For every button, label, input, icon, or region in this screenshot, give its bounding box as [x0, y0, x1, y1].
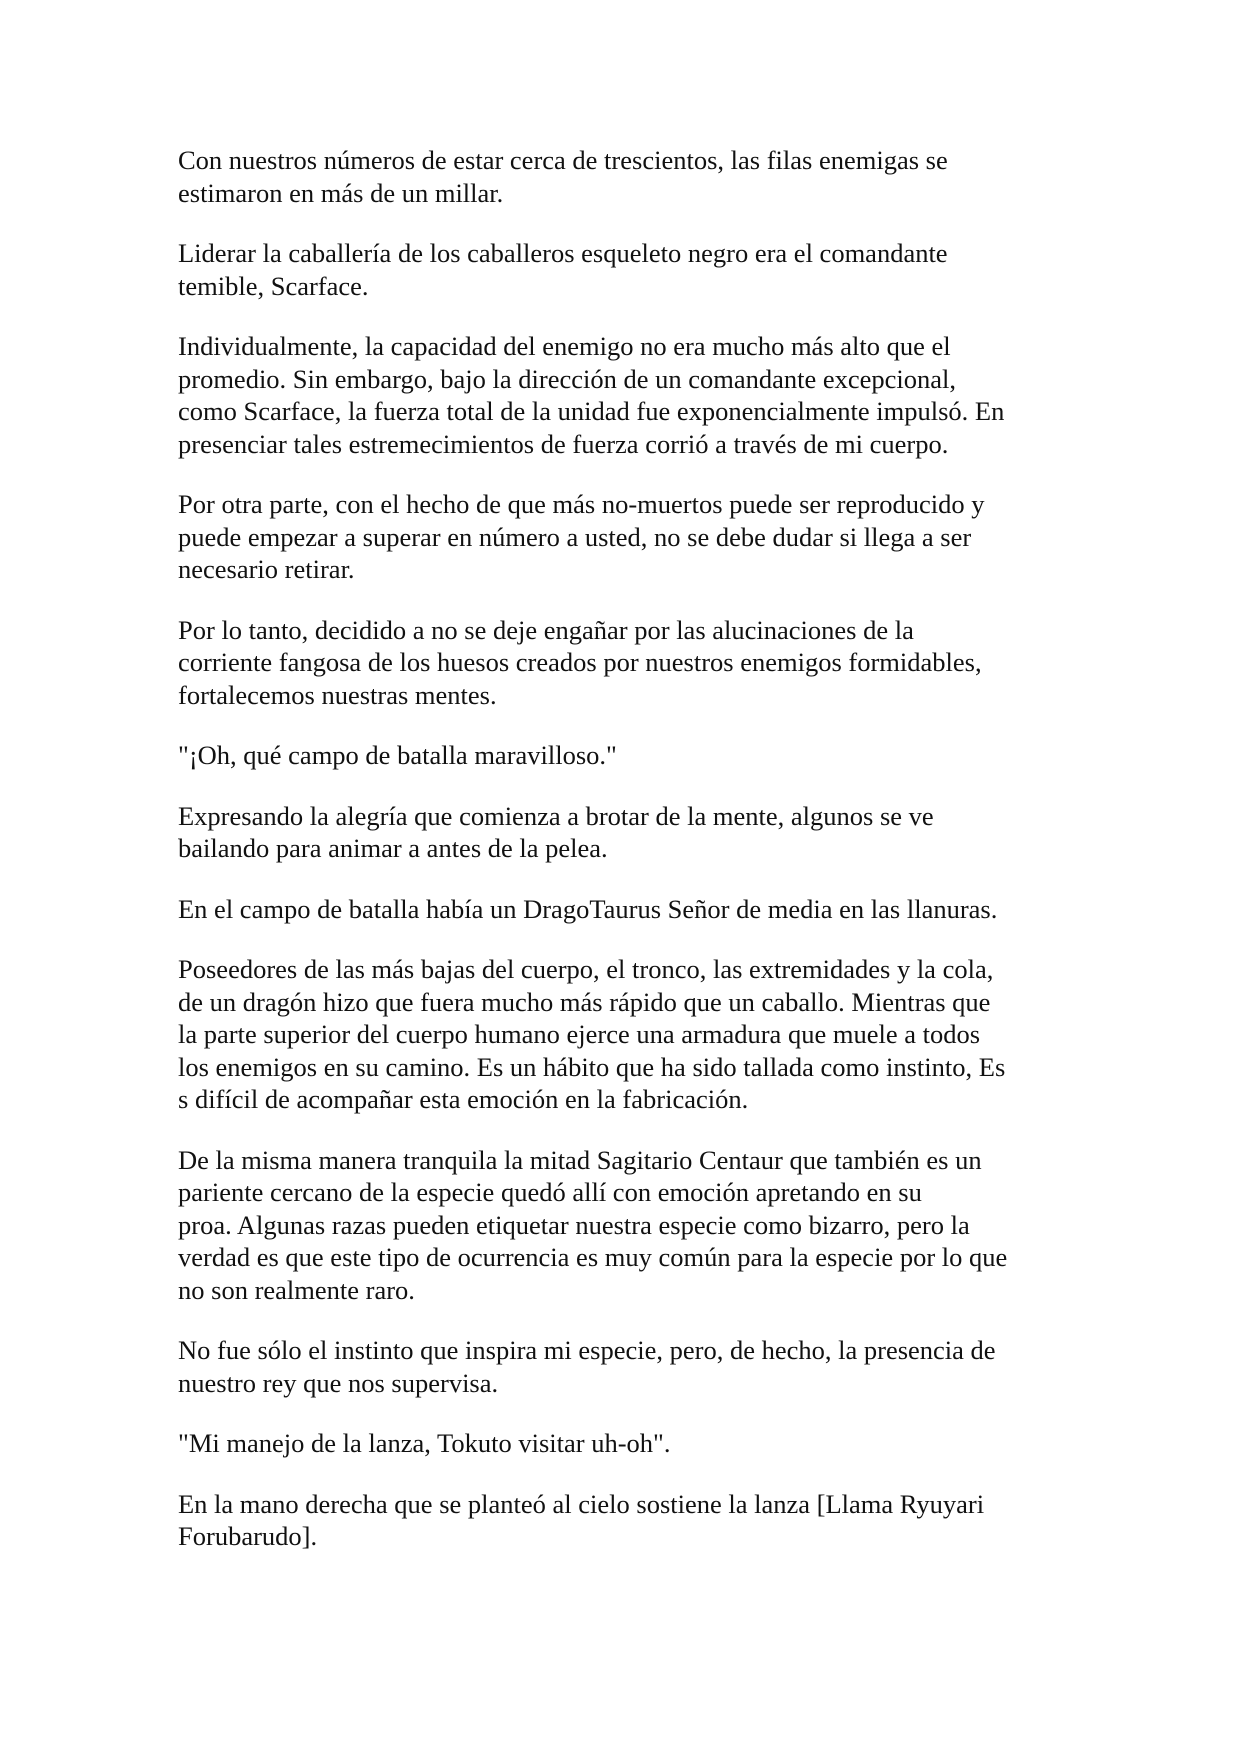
text-line: la parte superior del cuerpo humano ejerce una armadura que muele a todos — [178, 1019, 981, 1049]
text-line: "Mi manejo de la lanza, Tokuto visitar uh-oh". — [178, 1428, 671, 1458]
text-line: Individualmente, la capacidad del enemigo no era mucho más alto que el — [178, 331, 951, 361]
text-line: De la misma manera tranquila la mitad Sagitario Centaur que también es un — [178, 1144, 982, 1175]
text-line: Forubarudo]. — [178, 1521, 318, 1551]
paragraph-11 — [178, 1334, 1078, 1399]
paragraph-5 — [178, 614, 1078, 712]
text-line: temible, Scarface. — [178, 270, 369, 301]
text-line: de un dragón hizo que fuera mucho más rápido que un caballo. Mientras que — [178, 986, 991, 1017]
paragraph-1 — [178, 144, 1078, 209]
paragraph-13 — [178, 1488, 1078, 1553]
text-line: como Scarface, la fuerza total de la unidad fue exponencialmente impulsó. En — [178, 396, 1005, 426]
text-line: pariente cercano de la especie quedó allí con emoción apretando en su — [178, 1177, 922, 1207]
text-line: Por otra parte, con el hecho de que más no-muertos puede ser reproducido y — [178, 489, 985, 519]
paragraph-9 — [178, 953, 1078, 1116]
document-page — [178, 144, 1078, 1581]
text-line: Poseedores de las más bajas del cuerpo, el tronco, las extremidades y la cola, — [178, 954, 994, 984]
text-line: promedio. Sin embargo, bajo la dirección de un comandante excepcional, — [178, 363, 957, 394]
text-line: No fue sólo el instinto que inspira mi especie, pero, de hecho, la presencia de — [178, 1335, 996, 1365]
text-line: nuestro rey que nos supervisa. — [178, 1367, 499, 1398]
text-line: proa. Algunas razas pueden etiquetar nuestra especie como bizarro, pero la — [178, 1209, 970, 1240]
text-line: En la mano derecha que se planteó al cielo sostiene la lanza [Llama Ryuyari — [178, 1488, 985, 1519]
text-line: puede empezar a superar en número a usted, no se debe dudar si llega a ser — [178, 521, 972, 552]
text-line: En el campo de batalla había un DragoTaurus Señor de media en las llanuras. — [178, 893, 998, 924]
text-line: no son realmente raro. — [178, 1274, 415, 1305]
paragraph-4 — [178, 488, 1078, 586]
text-line: verdad es que este tipo de ocurrencia es muy común para la especie por lo que — [178, 1242, 1008, 1272]
text-line: Con nuestros números de estar cerca de trescientos, las filas enemigas se — [178, 145, 948, 175]
paragraph-10 — [178, 1144, 1078, 1307]
text-line: Liderar la caballería de los caballeros esqueleto negro era el comandante — [178, 238, 948, 268]
paragraph-6 — [178, 739, 1078, 772]
text-line: estimaron en más de un millar. — [178, 177, 504, 208]
text-line: bailando para animar a antes de la pelea. — [178, 833, 608, 863]
paragraph-2 — [178, 237, 1078, 302]
text-line: corriente fangosa de los huesos creados por nuestros enemigos formidables, — [178, 647, 982, 677]
text-line: Expresando la alegría que comienza a brotar de la mente, algunos se ve — [178, 800, 934, 831]
paragraph-8 — [178, 893, 1078, 926]
text-line: fortalecemos nuestras mentes. — [178, 679, 497, 710]
paragraph-3 — [178, 330, 1078, 460]
text-line: presenciar tales estremecimientos de fuerza corrió a través de mi cuerpo. — [178, 428, 949, 459]
text-line: necesario retirar. — [178, 554, 355, 584]
paragraph-7 — [178, 800, 1078, 865]
text-line: los enemigos en su camino. Es un hábito que ha sido tallada como instinto, Es — [178, 1051, 1006, 1082]
text-line: s difícil de acompañar esta emoción en la fabricación. — [178, 1084, 749, 1114]
paragraph-12 — [178, 1427, 1078, 1460]
text-line: "¡Oh, qué campo de batalla maravilloso." — [178, 740, 617, 770]
text-line: Por lo tanto, decidido a no se deje engañar por las alucinaciones de la — [178, 614, 914, 645]
